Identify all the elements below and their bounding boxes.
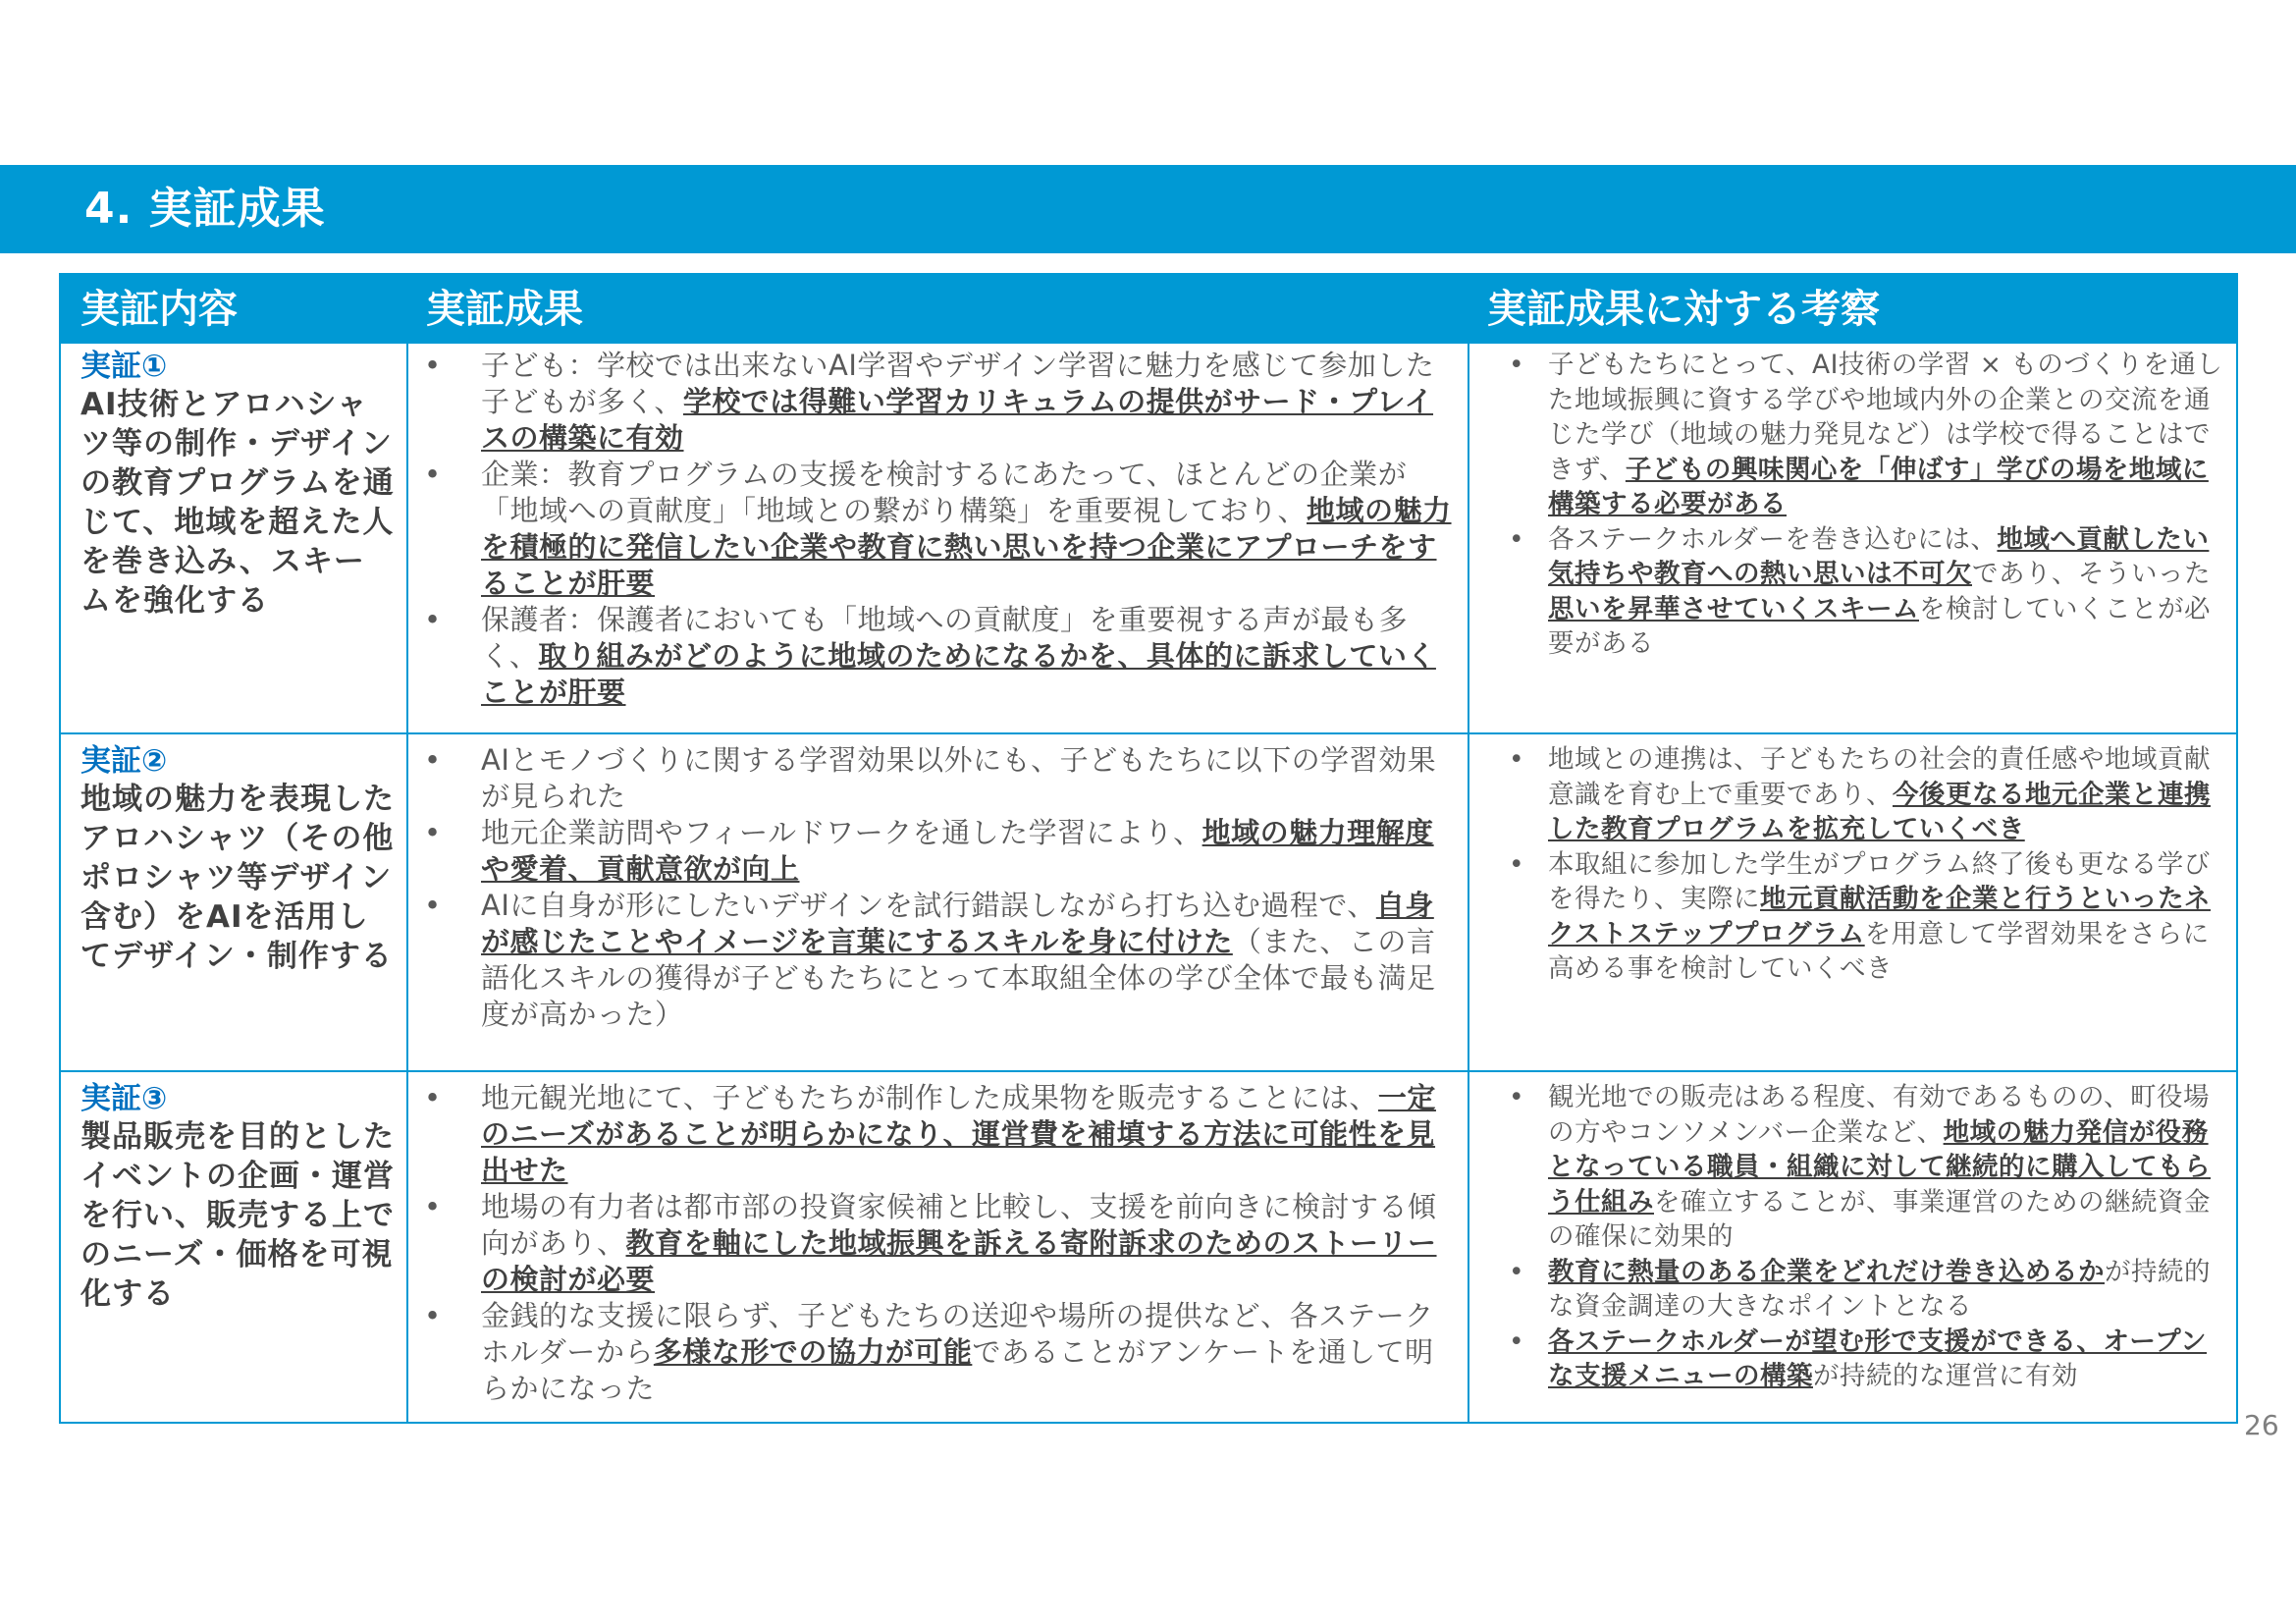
bullet-item: [410, 1080, 1453, 1189]
row-divider: [61, 732, 2236, 734]
body-text: を検討していくことが必要がある: [1548, 593, 2211, 659]
bullet-item: [410, 1298, 1453, 1407]
body-text: 観光地での販売はある程度、有効であるものの、町役場の方やコンソメンバー企業など、: [1548, 1082, 2210, 1148]
demo-3-insights-list: [1471, 1080, 2232, 1394]
emphasis-text: 今後更なる地元企業と連携した教育プログラムを拡充していくべき: [1548, 779, 2211, 844]
demo-1-insights: [1471, 348, 2232, 662]
demo-2-results-list: [410, 742, 1453, 1033]
demo-1-results: [410, 348, 1453, 711]
body-text: 地場の有力者は都市部の投資家候補と比較し、支援を前向きに検討する傾向があり、: [481, 1190, 1437, 1260]
emphasis-text: 地域の魅力を積極的に発信したい企業や教育に熱い思いを持つ企業にアプローチをすることが肝要: [481, 494, 1452, 600]
section-title: 4. 実証成果: [84, 184, 326, 234]
body-text: が持続的な資金調達の大きなポイントとなる: [1548, 1256, 2211, 1322]
bullet-item: [1471, 1325, 2232, 1394]
bullet-item: [1471, 742, 2232, 847]
emphasis-text: 地元貢献活動を企業と行うといったネクストステッププログラム: [1548, 884, 2211, 949]
demo-2-cell: [80, 742, 395, 976]
body-text: 子ども：学校では出来ないAI学習やデザイン学習に魅力を感じて参加した子どもが多く、: [481, 349, 1435, 418]
header-demo-results: 実証成果: [426, 287, 583, 332]
body-text: 地元企業訪問やフィールドワークを通した学習により、: [481, 816, 1202, 849]
emphasis-text: 各ステークホルダーが望む形で支援ができる、オープンな支援メニューの構築: [1548, 1326, 2208, 1391]
demo-1-title: 実証①: [80, 349, 168, 384]
demo-3-results-list: [410, 1080, 1453, 1407]
body-text: 企業：教育プログラムの支援を検討するにあたって、ほとんどの企業が「地域への貢献度」「地域との繋がり構築」を重要視しており、: [481, 458, 1408, 527]
demo-2-insights-list: [1471, 742, 2232, 987]
body-text: であることがアンケートを通して明らかになった: [481, 1335, 1434, 1405]
emphasis-text: 地域の魅力理解度や愛着、貢献意欲が向上: [481, 816, 1434, 886]
bullet-item: [1471, 847, 2232, 987]
demo-2-insights: [1471, 742, 2232, 987]
demo-3-title: 実証③: [80, 1081, 168, 1116]
demo-1-results-list: [410, 348, 1453, 711]
body-text: であり、そういった: [1972, 559, 2211, 589]
demo-1-insights-list: [1471, 348, 2232, 662]
results-table: [59, 273, 2238, 1424]
bullet-item: [1471, 348, 2232, 522]
body-text: 本取組に参加した学生がプログラム終了後も更なる学びを得たり、実際に: [1548, 848, 2211, 914]
column-divider: [406, 275, 408, 1422]
demo-3-results: [410, 1080, 1453, 1407]
demo-1-cell: [80, 348, 395, 621]
demo-2-title: 実証②: [80, 743, 168, 779]
row-divider: [61, 1070, 2236, 1072]
body-text: 地域との連携は、子どもたちの社会的責任感や地域貢献意識を育む上で重要であり、: [1548, 744, 2211, 810]
demo-2-results: [410, 742, 1453, 1033]
body-text: 金銭的な支援に限らず、子どもたちの送迎や場所の提供など、各ステークホルダーから: [481, 1299, 1434, 1369]
demo-3-insights: [1471, 1080, 2232, 1394]
body-text: 各ステークホルダーを巻き込むには、: [1548, 523, 1998, 555]
bullet-item: [1471, 522, 2232, 662]
bullet-item: [410, 1189, 1453, 1298]
bullet-item: [410, 742, 1453, 815]
bullet-item: [410, 888, 1453, 1033]
body-text: （また、この言語化スキルの獲得が子どもたちにとって本取組全体の学び全体で最も満足度が高かった）: [481, 925, 1436, 1031]
header-results-insights: 実証成果に対する考察: [1487, 287, 1880, 332]
emphasis-text: 自身が感じたことやイメージを言葉にするスキルを身に付けた: [481, 889, 1434, 958]
emphasis-text: 取り組みがどのように地域のためになるかを、具体的に訴求していくことが肝要: [481, 639, 1436, 709]
emphasis-text: 学校では得難い学習カリキュラムの提供がサード・プレイスの構築に有効: [481, 385, 1434, 455]
bullet-item: [1471, 1080, 2232, 1255]
demo-2-description: 地域の魅力を表現したアロハシャツ（その他ポロシャツ等デザイン含む）をAIを活用してデザイン・制作する: [80, 782, 395, 974]
bullet-item: [1471, 1255, 2232, 1325]
demo-3-cell: [80, 1080, 395, 1314]
bullet-item: [410, 348, 1453, 457]
body-text: 保護者：保護者においても「地域への貢献度」を重要視する声が最も多く、: [481, 603, 1409, 673]
emphasis-text: 地域へ貢献したい気持ちや教育への熱い思いは不可欠: [1548, 523, 2210, 589]
emphasis-text: 子どもの興味関心を「伸ばす」学びの場を地域に構築する必要がある: [1548, 454, 2209, 519]
body-text: 子どもたちにとって、AI技術の学習 × ものづくりを通した地域振興に資する学びや地域内外の企業との交流を通じた学び（地域の魅力発見など）は学校で得ることはできず、: [1548, 350, 2223, 485]
column-divider: [1468, 275, 1469, 1422]
body-text: AIとモノづくりに関する学習効果以外にも、子どもたちに以下の学習効果が見られた: [481, 743, 1437, 813]
page-number: 26: [2244, 1409, 2279, 1441]
body-text: 地元観光地にて、子どもたちが制作した成果物を販売することには、: [481, 1081, 1378, 1114]
table-header-row: [61, 275, 2236, 344]
bullet-item: [410, 457, 1453, 602]
demo-1-description: AI技術とアロハシャツ等の制作・デザインの教育プログラムを通じて、地域を超えた人を巻き込み、スキームを強化する: [80, 387, 395, 619]
section-header-bar: [0, 165, 2296, 253]
header-demo-content: 実証内容: [80, 287, 238, 332]
body-text: が持続的な運営に有効: [1813, 1361, 2078, 1391]
bullet-item: [410, 602, 1453, 711]
body-text: を用意して学習効果をさらに高める事を検討していくべき: [1548, 918, 2210, 984]
emphasis-text: 教育を軸にした地域振興を訴える寄附訴求のためのストーリーの検討が必要: [481, 1226, 1437, 1296]
emphasis-text: 思いを昇華させていくスキーム: [1548, 593, 1919, 624]
demo-3-description: 製品販売を目的としたイベントの企画・運営を行い、販売する上でのニーズ・価格を可視化する: [80, 1119, 395, 1312]
bullet-item: [410, 815, 1453, 888]
emphasis-text: 一定のニーズがあることが明らかになり、運営費を補填する方法に可能性を見出せた: [481, 1081, 1436, 1187]
body-text: を確立することが、事業運営のための継続資金の確保に効果的: [1548, 1186, 2211, 1252]
emphasis-text: 教育に熱量のある企業をどれだけ巻き込めるか: [1548, 1256, 2105, 1287]
emphasis-text: 地域の魅力発信が役務となっている職員・組織に対して継続的に購入してもらう仕組み: [1548, 1116, 2211, 1218]
emphasis-text: 多様な形での協力が可能: [653, 1335, 973, 1369]
body-text: AIに自身が形にしたいデザインを試行錯誤しながら打ち込む過程で、: [481, 889, 1376, 922]
